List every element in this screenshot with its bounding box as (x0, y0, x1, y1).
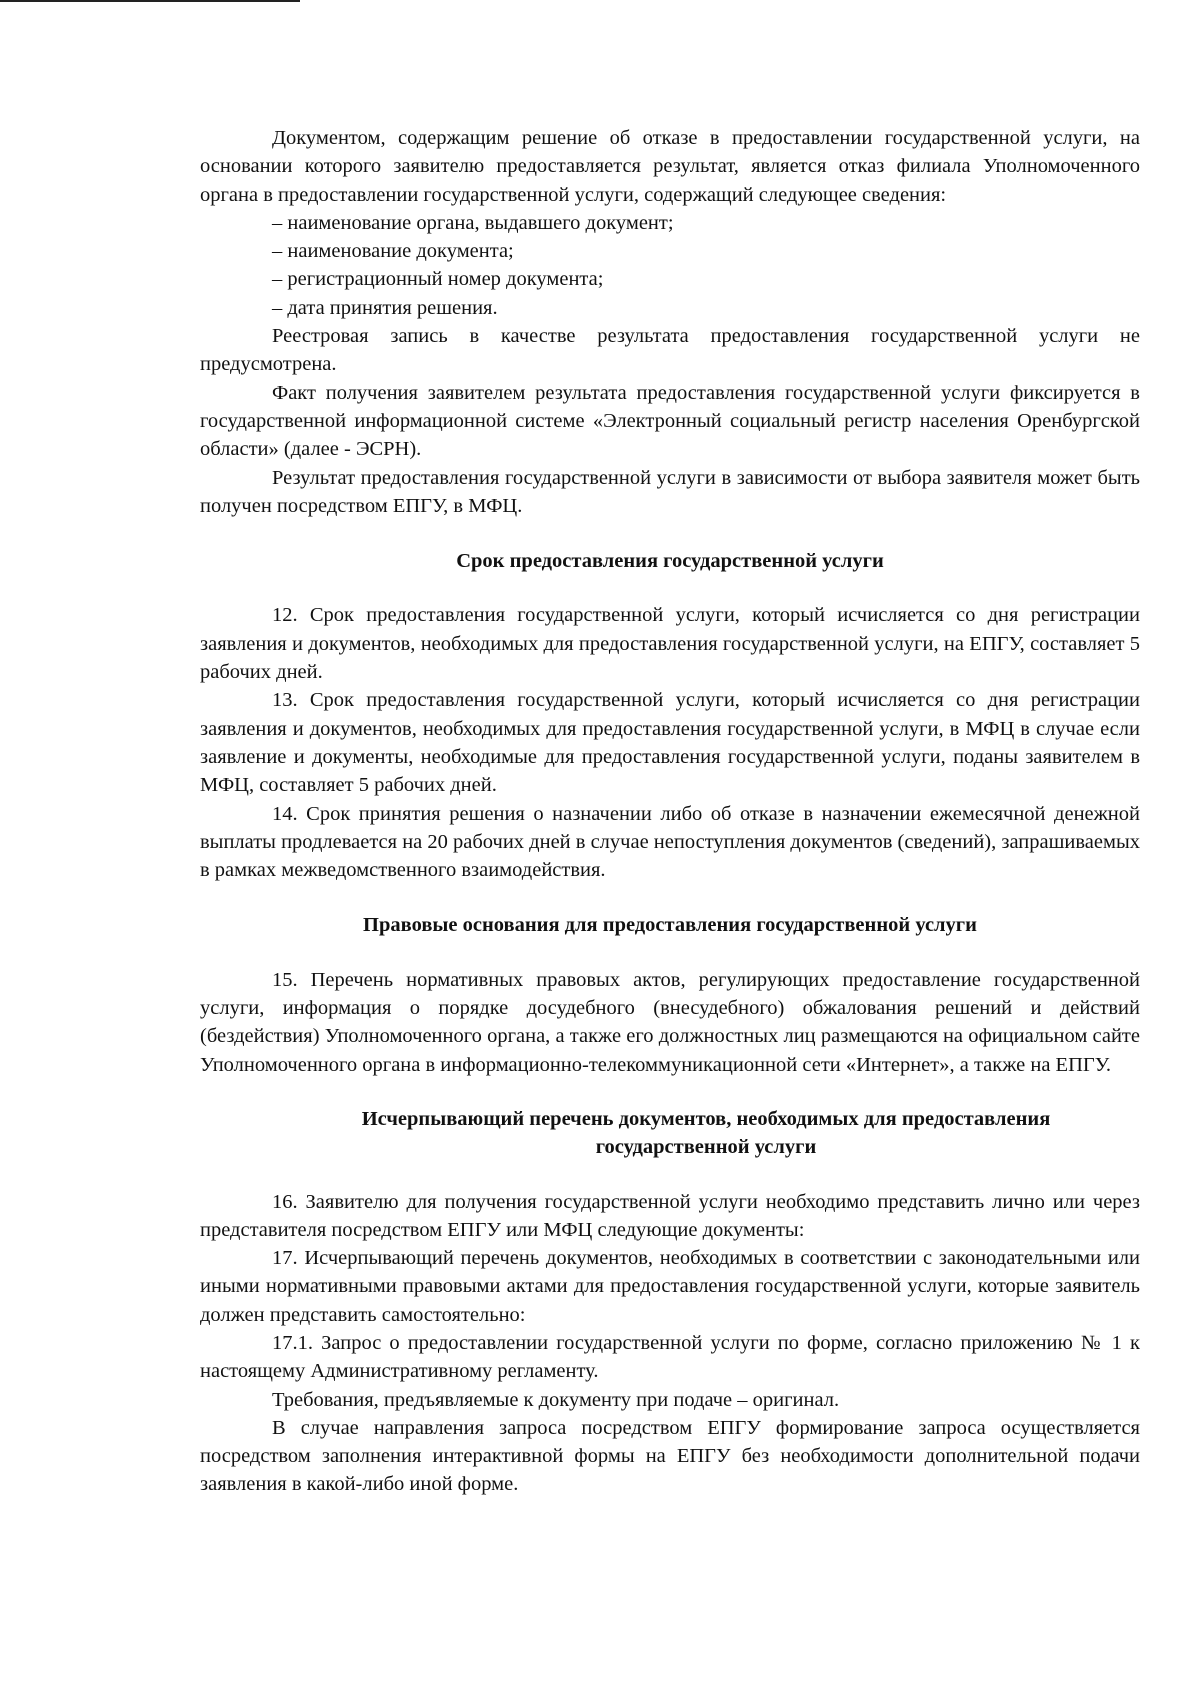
fact-paragraph: Факт получения заявителем результата предоставления государственной услуги фиксируется в государственной информационной системе «Электронный социальный регистр населения Оренбургской области» (далее - ЭСРН). (200, 381, 1140, 461)
heading-line-2: государственной услуги (595, 1136, 817, 1159)
result-paragraph: Результат предоставления государственной услуги в зависимости от выбора заявителя может быть получен посредством ЕПГУ, в МФЦ. (200, 466, 1140, 517)
section-heading-term: Срок предоставления государственной услуги (456, 550, 884, 573)
paragraph-16: 16. Заявителю для получения государственной услуги необходимо представить лично или через представителя посредством ЕПГУ или МФЦ следующие документы: (200, 1190, 1140, 1241)
list-item: – наименование органа, выдавшего документ; (272, 211, 674, 234)
section-heading-legal: Правовые основания для предоставления государственной услуги (363, 914, 977, 937)
paragraph-13: 13. Срок предоставления государственной услуги, который исчисляется со дня регистрации заявления и документов, необходимых для предоставления государственной услуги, в МФЦ в случае если заявление и документы, необходимые для предоставления государственной услуги, поданы заявителем в МФЦ, составляет 5 рабочих дней. (200, 689, 1140, 797)
registry-paragraph: Реестровая запись в качестве результата предоставления государственной услуги не предусмотрена. (200, 325, 1140, 376)
paragraph-14: 14. Срок принятия решения о назначении либо об отказе в назначении ежемесячной денежной выплаты продлевается на 20 рабочих дней в случае непоступления документов (сведений), запрашиваемых в рамках межведомственного взаимодействия. (200, 802, 1140, 882)
paragraph-17: 17. Исчерпывающий перечень документов, необходимых в соответствии с законодательными или иными нормативными правовыми актами для предоставления государственной услуги, которые заявитель должен представить самостоятельно: (200, 1247, 1140, 1326)
section-heading-documents (200, 1105, 1140, 1162)
list-item: – регистрационный номер документа; (272, 268, 604, 291)
list-item: – дата принятия решения. (272, 296, 498, 319)
list-item: – наименование документа; (272, 240, 514, 263)
paragraph-15: 15. Перечень нормативных правовых актов, регулирующих предоставление государственной услуги, информация о порядке досудебного (внесудебного) обжалования решений и действий (бездействия) Уполномоченного органа, а также его должностных лиц размещаются на официальном сайте Уполномоченного органа в информационно-телекоммуникационной сети «Интернет», а также на ЕПГУ. (200, 968, 1140, 1076)
paragraph-12: 12. Срок предоставления государственной услуги, который исчисляется со дня регистрации заявления и документов, необходимых для предоставления государственной услуги, на ЕПГУ, составляет 5 рабочих дней. (200, 604, 1140, 684)
epgu-paragraph: В случае направления запроса посредством ЕПГУ формирование запроса осуществляется посредством заполнения интерактивной формы на ЕПГУ без необходимости дополнительной подачи заявления в какой-либо иной форме. (200, 1416, 1140, 1496)
requirements-paragraph: Требования, предъявляемые к документу при подаче – оригинал. (272, 1388, 840, 1411)
heading-line-1: Исчерпывающий перечень документов, необходимых для предоставления (361, 1107, 1051, 1130)
refusal-document-paragraph: Документом, содержащим решение об отказе в предоставлении государственной услуги, на основании которого заявителю предоставляется результат, является отказ филиала Уполномоченного органа в предоставлении государственной услуги, содержащий следующее сведения: (200, 127, 1140, 206)
scan-edge-mark (0, 0, 300, 2)
paragraph-17-1: 17.1. Запрос о предоставлении государственной услуги по форме, согласно приложению № 1 к настоящему Административному регламенту. (200, 1331, 1140, 1383)
document-page (200, 124, 1140, 1499)
